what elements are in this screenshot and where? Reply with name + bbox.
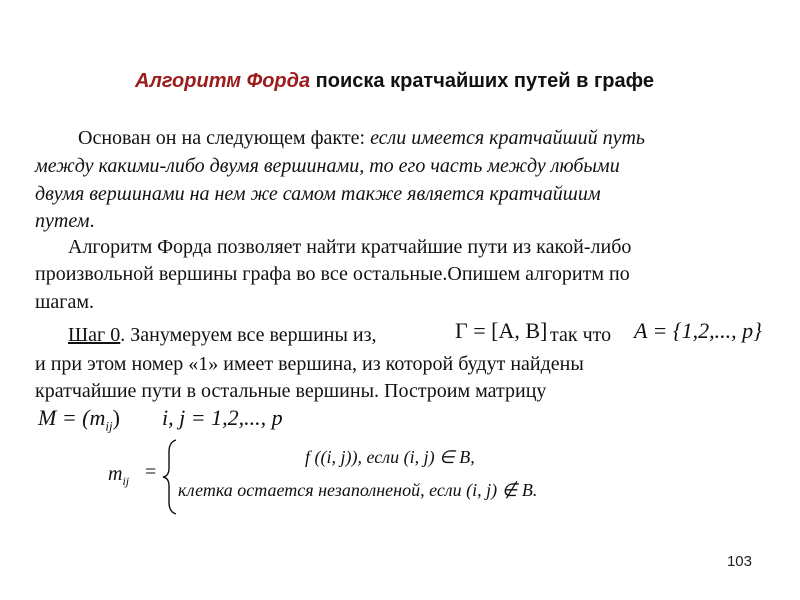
p1-line1-italic: если имеется кратчайший путь (370, 127, 646, 149)
p3-line3: кратчайшие пути в остальные вершины. Построим матрицу (35, 380, 547, 402)
p3-line1 (68, 323, 377, 347)
matrix-definition (38, 405, 120, 434)
p2-line1: Алгоритм Форда позволяет найти кратчайшие пути из какой-либо (68, 236, 632, 258)
p1-line2: между какими-либо двумя вершинами, то его часть между любыми (35, 155, 620, 177)
p1-line3: двумя вершинами на нем же самом также является кратчайшим (35, 183, 601, 205)
left-brace-icon (160, 438, 182, 516)
p3-line1-text: . Занумеруем все вершины из, (120, 324, 377, 346)
p1-line1 (78, 126, 645, 150)
p1-line4-dot: . (89, 210, 95, 232)
step-label: Шаг 0 (68, 324, 121, 346)
gamma-formula: Γ = [A, B] (455, 318, 548, 343)
matrix-formula: M = (m (38, 405, 106, 430)
case-2: клетка остается незаполненой, если (i, j) ∉ B. (178, 480, 538, 500)
matrix-close: ) (112, 405, 120, 430)
so-that-text: так что (550, 324, 612, 346)
title-rest: поиска кратчайших путей в графе (310, 70, 655, 92)
a-formula: A = {1,2,..., p} (634, 318, 762, 343)
page-number: 103 (726, 553, 752, 570)
lhs-m: m (108, 463, 123, 485)
p3-line2: и при этом номер «1» имеет вершина, из которой будут найдены (35, 353, 584, 375)
slide-title (135, 70, 654, 93)
case-1: f ((i, j)), если (i, j) ∈ B, (305, 447, 475, 467)
matrix-index-range: i, j = 1,2,..., p (162, 405, 283, 430)
p1-line4-italic: путем (35, 210, 90, 232)
piecewise-eq: = (145, 461, 157, 483)
p2-line2: произвольной вершины графа во все остальные.Опишем алгоритм по (35, 263, 630, 285)
p1-line4 (35, 209, 94, 233)
title-italic: Алгоритм Форда (135, 70, 311, 92)
piecewise-lhs (108, 463, 129, 489)
p1-line1-normal: Основан он на следующем факте: (78, 127, 371, 149)
lhs-sub: ij (122, 474, 130, 488)
p2-line3: шагам. (35, 291, 95, 313)
matrix-sub: ij (105, 418, 113, 434)
